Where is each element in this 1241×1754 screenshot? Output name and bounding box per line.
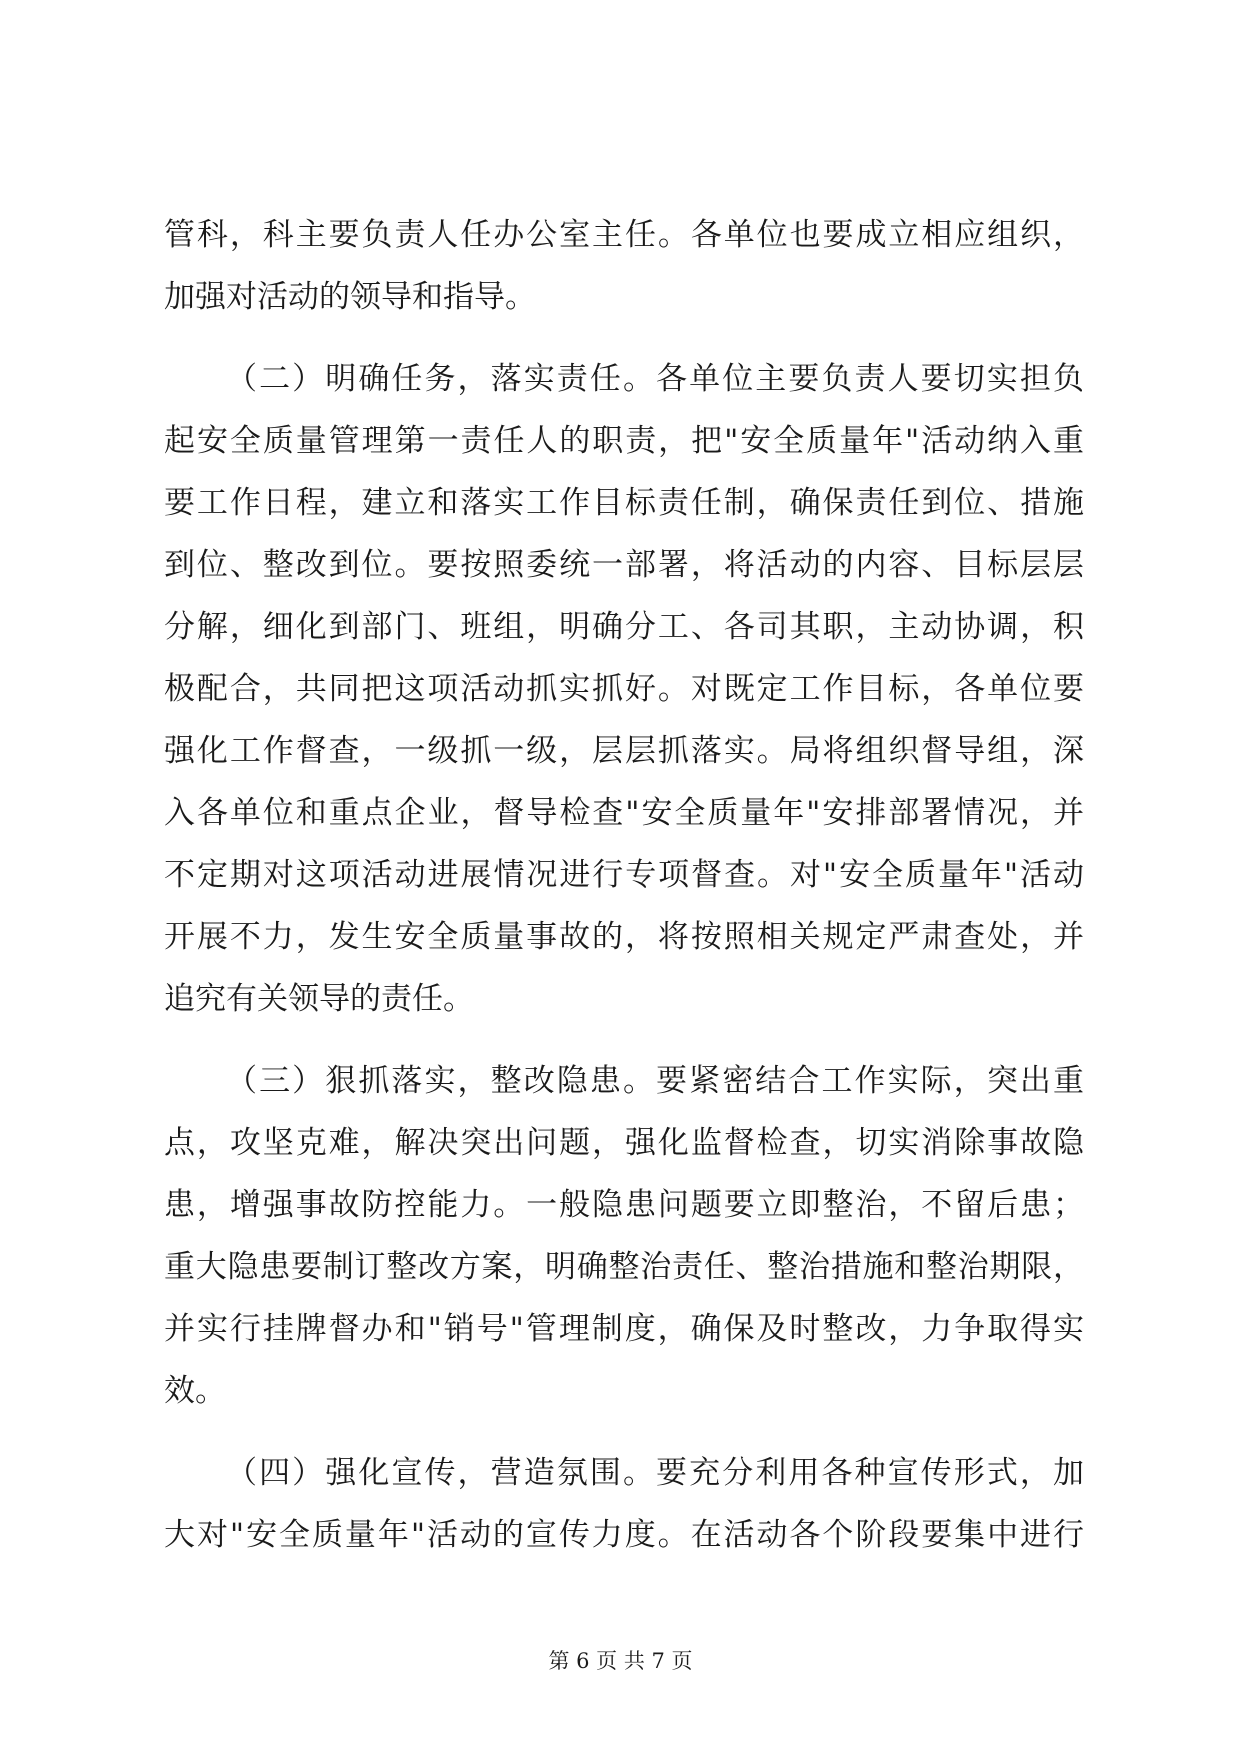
text-line: 点，攻坚克难，解决突出问题，强化监督检查，切实消除事故隐 [164, 1125, 1084, 1161]
text-line: 分解，细化到部门、班组，明确分工、各司其职，主动协调，积 [164, 609, 1084, 645]
text-line: 效。 [164, 1373, 226, 1409]
text-line: 患，增强事故防控能力。一般隐患问题要立即整治，不留后患； [164, 1187, 1084, 1223]
page-number-footer: 第 6 页 共 7 页 [548, 1649, 693, 1673]
section-heading-line: （二）明确任务，落实责任。各单位主要负责人要切实担负 [226, 361, 1084, 397]
text-line: 到位、整改到位。要按照委统一部署，将活动的内容、目标层层 [164, 547, 1084, 583]
paragraph-section-4 [164, 1442, 1084, 1566]
text-line: 强化工作督查，一级抓一级，层层抓落实。局将组织督导组，深 [164, 733, 1084, 769]
paragraph-section-2 [164, 348, 1084, 1030]
text-line: 大对"安全质量年"活动的宣传力度。在活动各个阶段要集中进行 [164, 1517, 1084, 1553]
section-heading-line: （四）强化宣传，营造氛围。要充分利用各种宣传形式，加 [226, 1455, 1084, 1491]
text-line: 开展不力，发生安全质量事故的，将按照相关规定严肃查处，并 [164, 919, 1084, 955]
text-line: 起安全质量管理第一责任人的职责，把"安全质量年"活动纳入重 [164, 423, 1084, 459]
text-line: 重大隐患要制订整改方案，明确整治责任、整治措施和整治期限， [164, 1249, 1084, 1285]
text-line: 极配合，共同把这项活动抓实抓好。对既定工作目标，各单位要 [164, 671, 1084, 707]
paragraph-continuation [164, 204, 1084, 328]
text-line: 要工作日程，建立和落实工作目标责任制，确保责任到位、措施 [164, 485, 1084, 521]
text-line: 加强对活动的领导和指导。 [164, 279, 536, 315]
text-line: 管科，科主要负责人任办公室主任。各单位也要成立相应组织， [164, 217, 1084, 253]
paragraph-section-3 [164, 1050, 1084, 1422]
document-body [164, 204, 1084, 1566]
section-heading-line: （三）狠抓落实，整改隐患。要紧密结合工作实际，突出重 [226, 1063, 1084, 1099]
text-line: 并实行挂牌督办和"销号"管理制度，确保及时整改，力争取得实 [164, 1311, 1084, 1347]
text-line: 不定期对这项活动进展情况进行专项督查。对"安全质量年"活动 [164, 857, 1084, 893]
text-line: 追究有关领导的责任。 [164, 981, 474, 1017]
text-line: 入各单位和重点企业，督导检查"安全质量年"安排部署情况，并 [164, 795, 1084, 831]
